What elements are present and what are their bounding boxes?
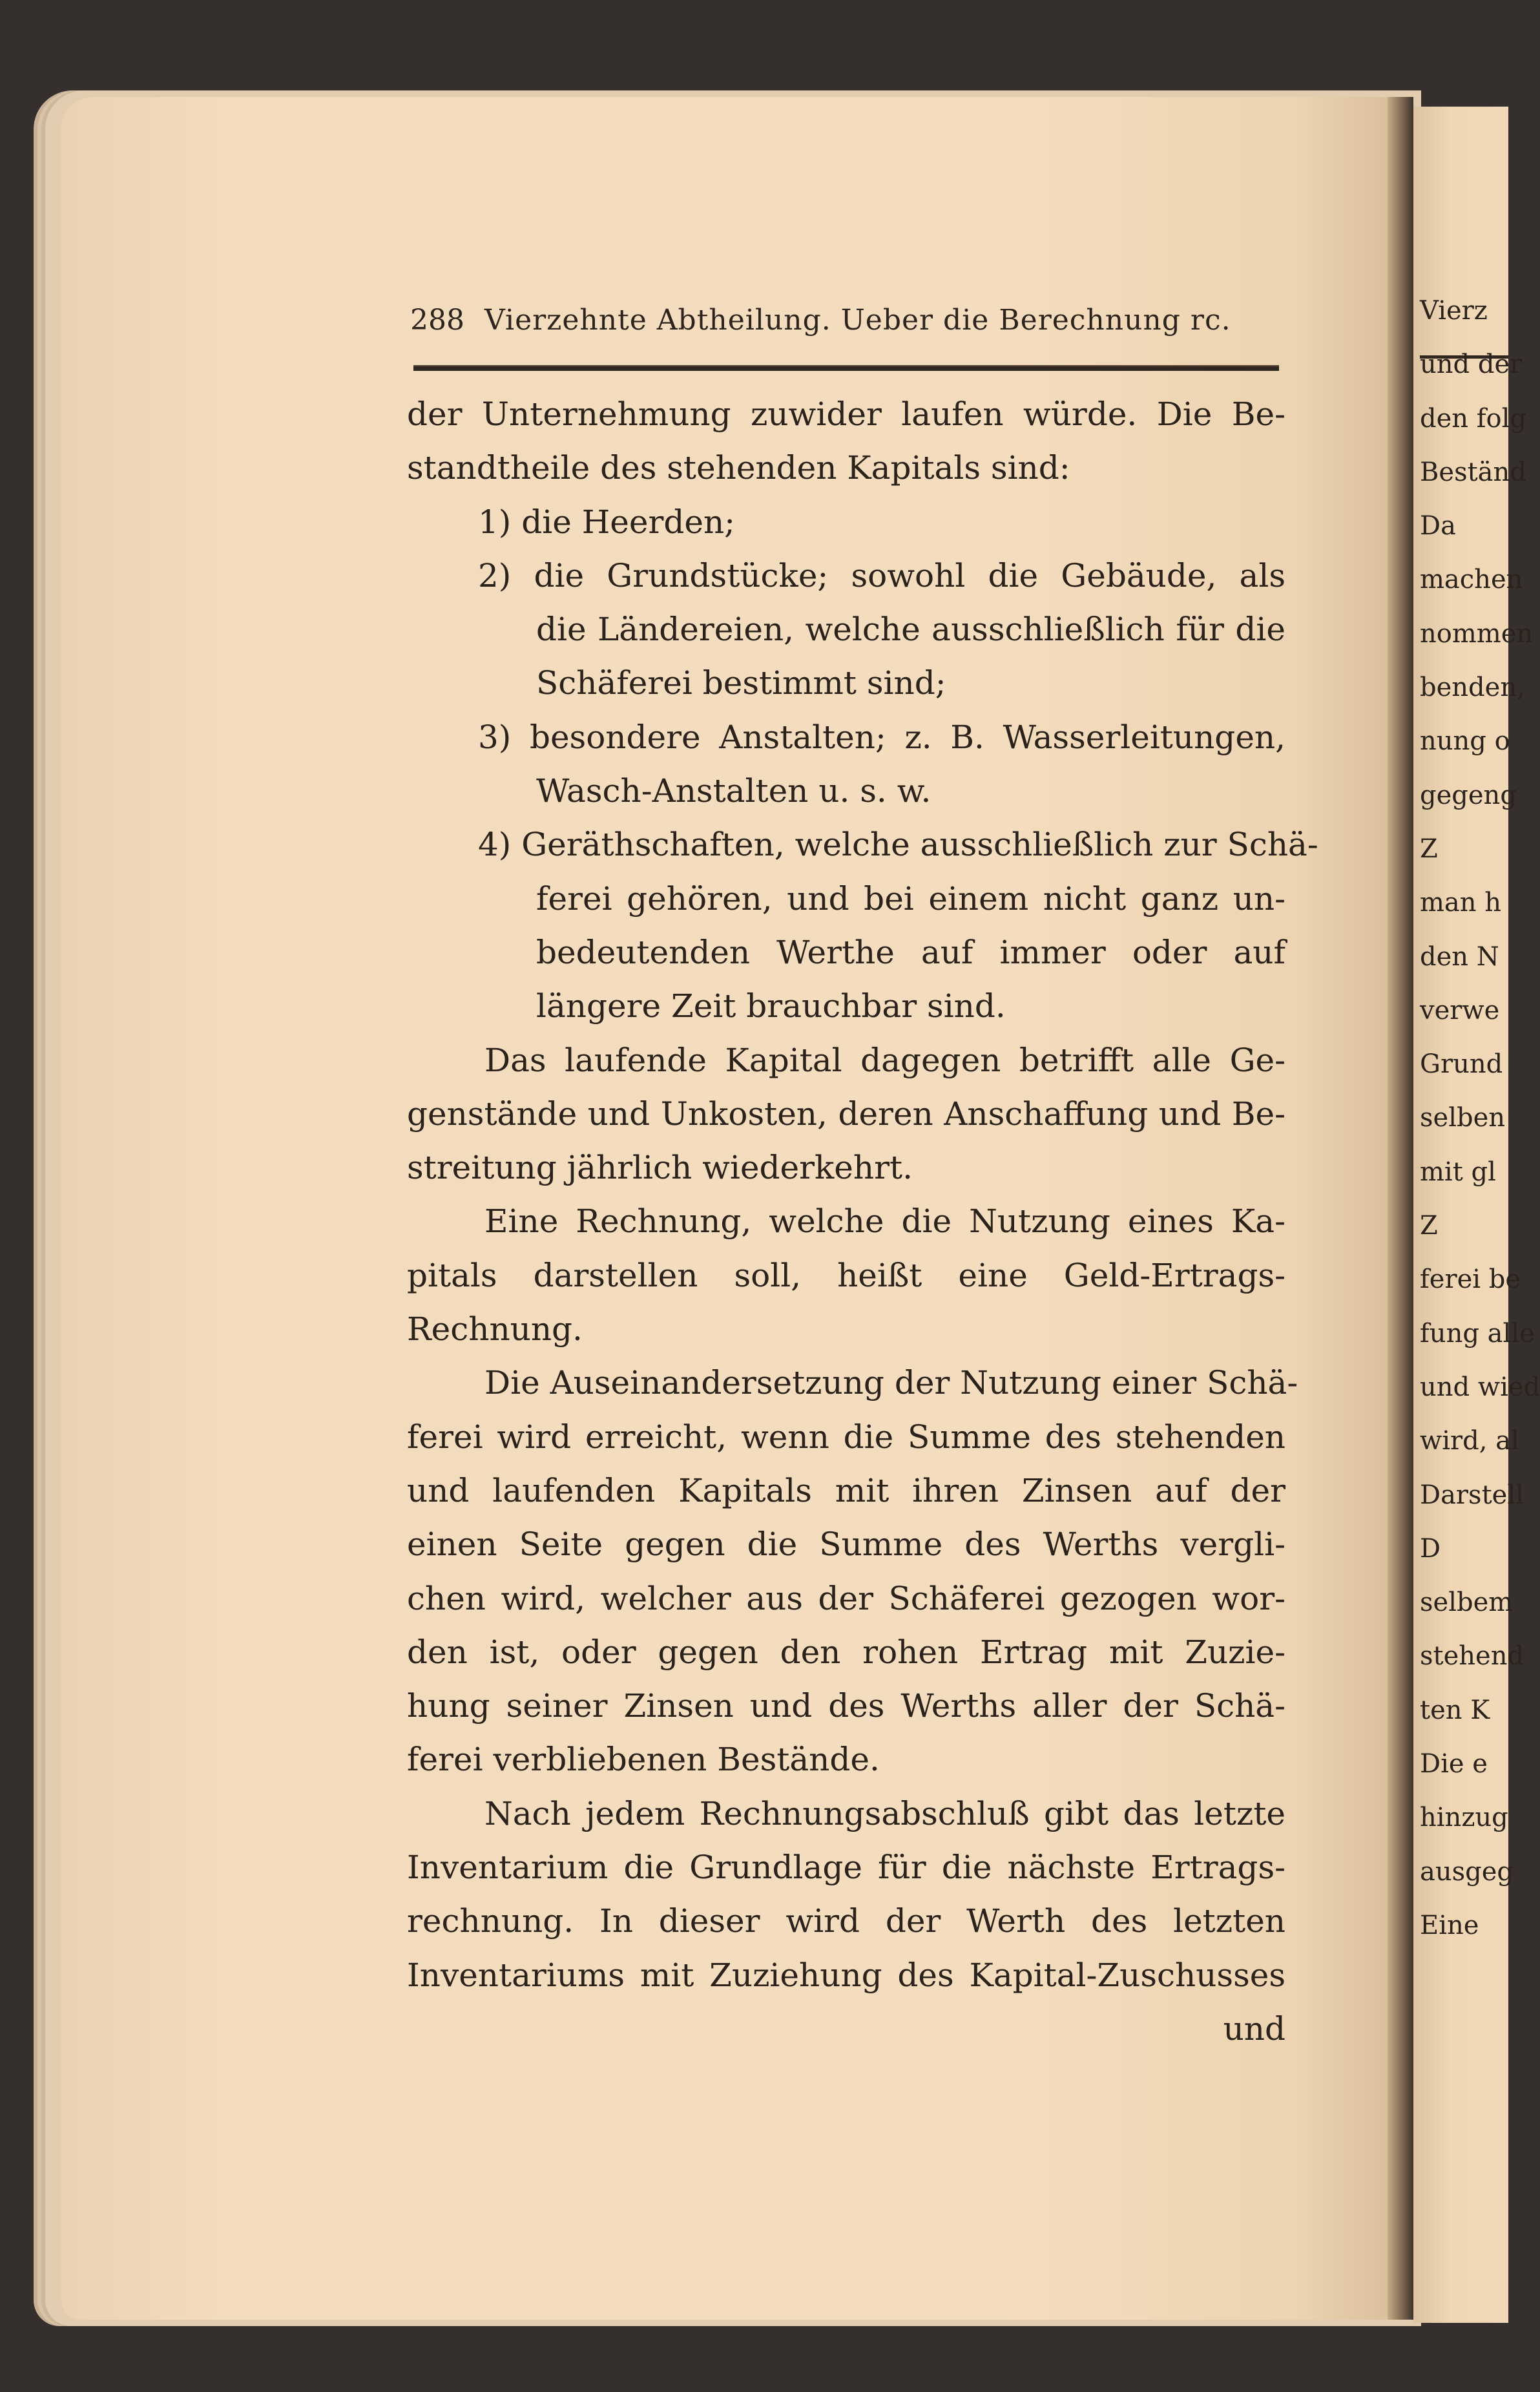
text-line: Rechnung. bbox=[407, 1310, 583, 1348]
right-page-text bbox=[1420, 284, 1540, 1953]
text-line: den ist, oder gegen den rohen Ertrag mit Zuzie- bbox=[407, 1633, 1285, 1671]
list-item-3: 3) besondere Anstalten; z. B. Wasserleitungen, bbox=[478, 718, 1285, 756]
right-line: nommen bbox=[1420, 618, 1534, 649]
right-line: Beständ bbox=[1420, 457, 1526, 487]
text-line: der Unternehmung zuwider laufen würde. Die Be- bbox=[407, 395, 1285, 433]
list-item-4: 4) Geräthschaften, welche ausschließlich zur Schä- bbox=[478, 826, 1318, 864]
right-line: nung o bbox=[1420, 726, 1510, 757]
list-item-1: 1) die Heerden; bbox=[478, 503, 736, 541]
text-line: genstände und Unkosten, deren Anschaffung und Be- bbox=[407, 1095, 1285, 1133]
right-line: Z bbox=[1420, 1211, 1438, 1241]
right-line: D bbox=[1420, 1533, 1441, 1564]
list-item-2: 2) die Grundstücke; sowohl die Gebäude, als bbox=[478, 556, 1285, 594]
text-line: die Ländereien, welche ausschließlich für die bbox=[536, 611, 1285, 649]
text-line: Inventarium die Grundlage für die nächste Ertrags- bbox=[407, 1849, 1285, 1887]
right-line: und der bbox=[1420, 350, 1523, 380]
text-line: bedeutenden Werthe auf immer oder auf bbox=[536, 933, 1285, 971]
catchword: und bbox=[1223, 2009, 1285, 2048]
right-line: ferei be bbox=[1420, 1264, 1521, 1295]
right-line: verwe bbox=[1420, 995, 1500, 1025]
right-page-header: Vierz bbox=[1420, 296, 1488, 326]
text-line: ferei verbliebenen Bestände. bbox=[407, 1741, 880, 1779]
running-head bbox=[410, 304, 1279, 349]
text-line: hung seiner Zinsen und des Werths aller der Schä- bbox=[407, 1687, 1285, 1725]
right-line: benden, bbox=[1420, 673, 1525, 703]
right-line: selbem bbox=[1420, 1588, 1514, 1618]
text-line: Schäferei bestimmt sind; bbox=[536, 664, 946, 702]
right-line: man h bbox=[1420, 888, 1502, 918]
text-line: einen Seite gegen die Summe des Werths vergli- bbox=[407, 1526, 1285, 1564]
right-line: Da bbox=[1420, 511, 1456, 541]
right-line: wird, al bbox=[1420, 1426, 1519, 1456]
right-line: selben bbox=[1420, 1103, 1506, 1133]
text-line: streitung jährlich wiederkehrt. bbox=[407, 1149, 913, 1187]
header-rule bbox=[413, 365, 1279, 371]
right-line: stehend bbox=[1420, 1641, 1524, 1672]
page-number: 288 bbox=[410, 304, 464, 337]
text-line: rechnung. In dieser wird der Werth des letzten bbox=[407, 1902, 1285, 1940]
body-text bbox=[407, 388, 1318, 2056]
text-line: ferei wird erreicht, wenn die Summe des stehenden bbox=[407, 1418, 1285, 1456]
text-line: standtheile des stehenden Kapitals sind: bbox=[407, 449, 1070, 487]
text-line: chen wird, welcher aus der Schäferei gezogen wor- bbox=[407, 1579, 1285, 1617]
text-line: Nach jedem Rechnungsabschluß gibt das letzte bbox=[484, 1794, 1285, 1832]
text-line: Inventariums mit Zuziehung des Kapital-Zuschusses bbox=[407, 1956, 1285, 1994]
book-gutter bbox=[1388, 97, 1413, 2320]
text-line: und laufenden Kapitals mit ihren Zinsen auf der bbox=[407, 1471, 1285, 1509]
right-line: Z bbox=[1420, 834, 1438, 864]
text-line: Eine Rechnung, welche die Nutzung eines Ka- bbox=[484, 1202, 1285, 1241]
text-line: längere Zeit brauchbar sind. bbox=[536, 987, 1006, 1025]
running-head-title: Vierzehnte Abtheilung. Ueber die Berechnung rc. bbox=[484, 304, 1231, 337]
right-line: gegeng bbox=[1420, 780, 1517, 810]
right-line: und wied bbox=[1420, 1372, 1540, 1402]
text-line: ferei gehören, und bei einem nicht ganz un- bbox=[536, 879, 1285, 918]
right-line: Die e bbox=[1420, 1749, 1488, 1779]
right-line: den N bbox=[1420, 941, 1499, 972]
right-line: den folg bbox=[1420, 403, 1527, 434]
text-line: Das laufende Kapital dagegen betrifft alle Ge- bbox=[484, 1041, 1285, 1079]
right-line: Grund bbox=[1420, 1049, 1503, 1080]
right-line: ten K bbox=[1420, 1695, 1490, 1725]
right-line: Darstell bbox=[1420, 1480, 1524, 1510]
text-line: Wasch-Anstalten u. s. w. bbox=[536, 772, 931, 810]
right-line: fung alle bbox=[1420, 1318, 1535, 1348]
right-line: Eine bbox=[1420, 1910, 1479, 1940]
right-line: machen bbox=[1420, 565, 1523, 595]
right-line: mit gl bbox=[1420, 1157, 1496, 1187]
text-line: Die Auseinandersetzung der Nutzung einer Schä- bbox=[484, 1364, 1298, 1402]
text-line: pitals darstellen soll, heißt eine Geld-Ertrags- bbox=[407, 1256, 1285, 1294]
right-line: hinzug bbox=[1420, 1803, 1508, 1833]
right-line: ausgeg bbox=[1420, 1856, 1514, 1887]
